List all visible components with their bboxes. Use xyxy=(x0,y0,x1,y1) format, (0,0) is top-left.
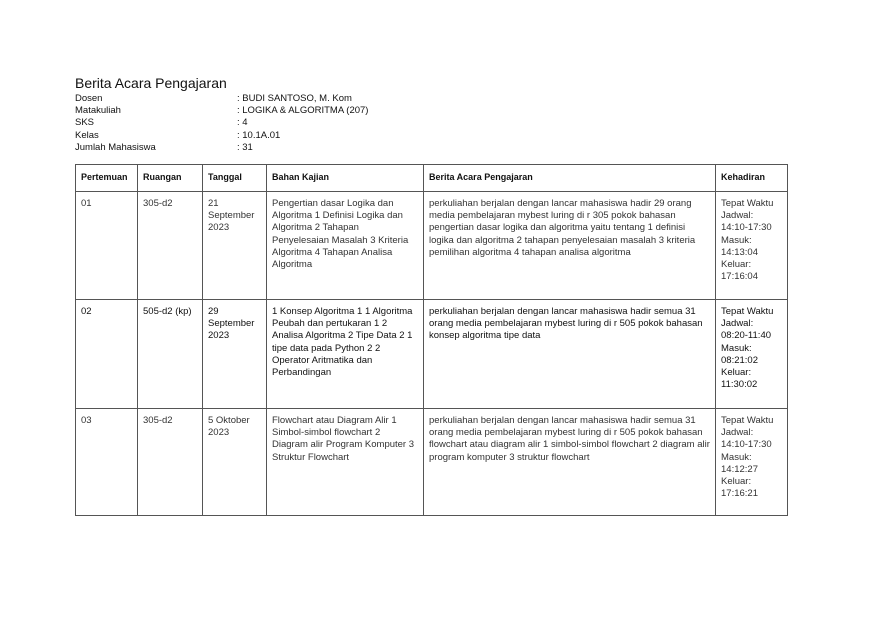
header-ruangan: Ruangan xyxy=(138,165,203,192)
meta-row-kelas xyxy=(75,130,495,142)
cell-kehadiran xyxy=(716,192,788,300)
meta-label: Jumlah Mahasiswa xyxy=(75,141,156,153)
cell-text: perkuliahan berjalan dengan lancar mahasiswa hadir semua 31 orang media pembelajaran mybest luring di r 505 pokok bahasan konsep algoritma tipe data xyxy=(429,306,703,342)
cell-pertemuan xyxy=(76,192,138,300)
cell-tanggal xyxy=(203,192,267,300)
meta-value: : 31 xyxy=(237,141,253,153)
cell-text: Tepat Waktu Jadwal: 14:10-17:30 Masuk: 14:13:04 Keluar: 17:16:04 xyxy=(721,198,774,283)
cell-ruangan xyxy=(138,300,203,409)
header-pertemuan: Pertemuan xyxy=(76,165,138,192)
cell-text: Flowchart atau Diagram Alir 1 Simbol-simbol flowchart 2 Diagram alir Program Komputer 3 Struktur Flowchart xyxy=(272,415,415,463)
page-title: Berita Acara Pengajaran xyxy=(75,75,227,91)
meta-row-matakuliah xyxy=(75,105,495,117)
meta-value: : BUDI SANTOSO, M. Kom xyxy=(237,93,352,104)
cell-ruangan xyxy=(138,409,203,516)
meta-value: : LOGIKA & ALGORITMA (207) xyxy=(237,105,369,117)
cell-text: 1 Konsep Algoritma 1 1 Algoritma Peubah dan pertukaran 1 2 Analisa Algoritma 2 Tipe Data 2 1 tipe data pada Python 2 2 Operator Aritmatika dan Perbandingan xyxy=(272,306,413,379)
cell-text: Tepat Waktu Jadwal: 08:20-11:40 Masuk: 08:21:02 Keluar: 11:30:02 xyxy=(721,306,774,391)
meta-row-sks xyxy=(75,117,495,129)
table-header-row xyxy=(76,165,788,192)
meta-label: Dosen xyxy=(75,93,103,104)
cell-text: 505-d2 (kp) xyxy=(143,306,192,317)
cell-pertemuan xyxy=(76,409,138,516)
cell-tanggal xyxy=(203,300,267,409)
meta-row-jumlah-mahasiswa xyxy=(75,142,495,154)
cell-bahan-kajian xyxy=(267,300,424,409)
cell-tanggal xyxy=(203,409,267,516)
meta-row-dosen xyxy=(75,93,495,105)
cell-ruangan xyxy=(138,192,203,300)
header-tanggal: Tanggal xyxy=(203,165,267,192)
header-bahan-kajian: Bahan Kajian xyxy=(267,165,424,192)
cell-text: 02 xyxy=(81,306,92,317)
cell-text: 5 Oktober 2023 xyxy=(208,415,250,439)
cell-text: perkuliahan berjalan dengan lancar mahasiswa hadir semua 31 orang media pembelajaran mybest luring di r 505 pokok bahasan flowchart atau diagram alir 1 simbol-simbol flowchart 2 diagram alir program komputer 3 struktur flowchart xyxy=(429,415,710,463)
table-row xyxy=(76,192,788,300)
header-berita-acara: Berita Acara Pengajaran xyxy=(424,165,716,192)
cell-text: 01 xyxy=(81,198,92,209)
cell-text: 03 xyxy=(81,415,92,426)
teaching-report-table xyxy=(75,164,788,516)
cell-text: 305-d2 xyxy=(143,198,173,209)
meta-label: Kelas xyxy=(75,129,99,141)
meta-label: Matakuliah xyxy=(75,105,121,117)
cell-bahan-kajian xyxy=(267,409,424,516)
meta-label: SKS xyxy=(75,117,95,129)
meta-value: : 4 xyxy=(237,117,248,129)
cell-kehadiran xyxy=(716,409,788,516)
cell-berita-acara xyxy=(424,300,716,409)
table-row xyxy=(76,300,788,409)
cell-text: 29 September 2023 xyxy=(208,306,255,342)
cell-berita-acara xyxy=(424,409,716,516)
cell-berita-acara xyxy=(424,192,716,300)
header-kehadiran: Kehadiran xyxy=(716,165,788,192)
cell-pertemuan xyxy=(76,300,138,409)
meta-info xyxy=(75,93,495,154)
cell-text: perkuliahan berjalan dengan lancar mahasiswa hadir 29 orang media pembelajaran mybest luring di r 305 pokok bahasan pengertian dasar logika dan algoritma yaitu tentang 1 definisi logika dan algoritma 2 tahapan penyelesaian masalah 3 kriteria pemilihan algoritma 4 tahapan analisa algoritma xyxy=(429,198,696,258)
meta-value: : 10.1A.01 xyxy=(237,129,281,141)
cell-text: 21 September 2023 xyxy=(208,198,255,234)
cell-kehadiran xyxy=(716,300,788,409)
cell-text: 305-d2 xyxy=(143,415,173,426)
cell-bahan-kajian xyxy=(267,192,424,300)
cell-text: Pengertian dasar Logika dan Algoritma 1 Definisi Logika dan Algoritma 2 Tahapan Penyelesaian Masalah 3 Kriteria Algoritma 4 Tahapan Analisa Algoritma xyxy=(272,198,409,271)
table-row xyxy=(76,409,788,516)
cell-text: Tepat Waktu Jadwal: 14:10-17:30 Masuk: 14:12:27 Keluar: 17:16:21 xyxy=(721,415,774,500)
